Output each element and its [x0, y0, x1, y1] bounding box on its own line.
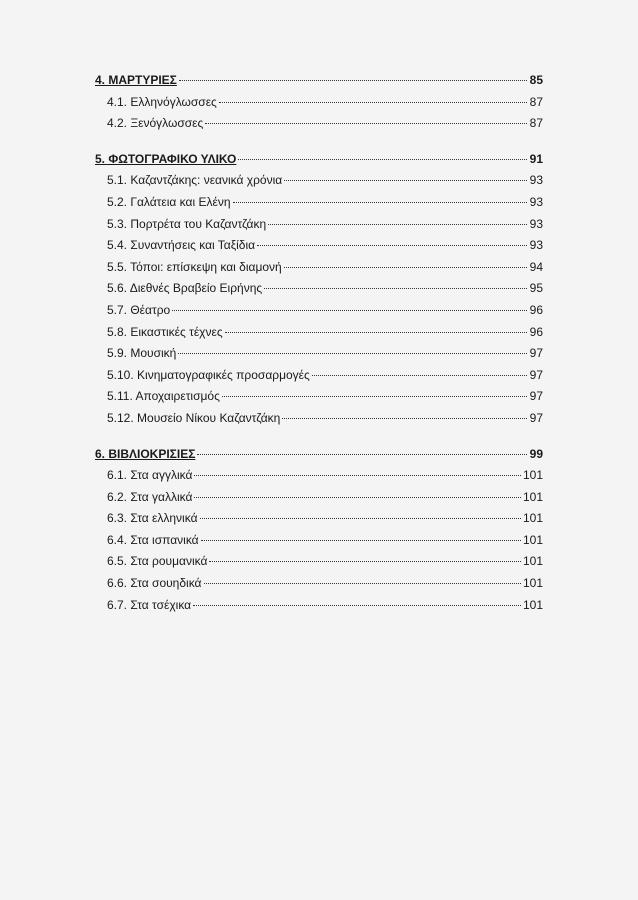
toc-entry[interactable]	[95, 235, 543, 257]
toc-page-number: 101	[522, 532, 543, 547]
toc-heading[interactable]	[95, 149, 543, 171]
dot-leader	[194, 475, 521, 476]
toc-page-number: 93	[529, 194, 543, 209]
toc-page-number: 87	[529, 94, 543, 109]
toc-entry[interactable]	[95, 214, 543, 236]
dot-leader	[282, 418, 527, 419]
toc-heading[interactable]	[95, 70, 543, 92]
toc-page-number: 101	[522, 597, 543, 612]
dot-leader	[172, 310, 527, 311]
toc-entry-title: 4.1. Ελληνόγλωσσες	[107, 94, 217, 109]
toc-entry-title: 4.2. Ξενόγλωσσες	[107, 116, 204, 131]
toc-heading-title: 6. ΒΙΒΛΙΟΚΡΙΣΙΕΣ	[95, 446, 196, 461]
toc-page-number: 101	[522, 468, 543, 483]
dot-leader	[238, 159, 527, 160]
dot-leader	[219, 102, 527, 103]
dot-leader	[222, 396, 527, 397]
toc-entry-title: 6.1. Στα αγγλικά	[107, 468, 193, 483]
table-of-contents	[95, 70, 543, 630]
toc-section-6	[95, 444, 543, 617]
toc-entry[interactable]	[95, 192, 543, 214]
toc-page-number: 95	[529, 281, 543, 296]
toc-page-number: 97	[529, 389, 543, 404]
toc-entry-title: 6.2. Στα γαλλικά	[107, 489, 193, 504]
dot-leader	[284, 180, 527, 181]
toc-section-4	[95, 70, 543, 135]
toc-page-number: 87	[529, 116, 543, 131]
toc-entry-title: 5.9. Μουσική	[107, 346, 177, 361]
toc-entry-title: 5.7. Θέατρο	[107, 302, 171, 317]
toc-page-number: 99	[529, 446, 543, 461]
toc-page-number: 85	[529, 73, 543, 87]
toc-entry-title: 6.7. Στα τσέχικα	[107, 597, 192, 612]
toc-entry[interactable]	[95, 278, 543, 300]
toc-heading[interactable]	[95, 444, 543, 466]
dot-leader	[312, 375, 527, 376]
toc-entry-title: 6.5. Στα ρουμανικά	[107, 554, 208, 569]
toc-entry[interactable]	[95, 257, 543, 279]
toc-entry-title: 5.5. Τόποι: επίσκεψη και διαμονή	[107, 259, 282, 274]
toc-entry-title: 5.2. Γαλάτεια και Ελένη	[107, 194, 231, 209]
dot-leader	[200, 518, 521, 519]
toc-entry-title: 5.4. Συναντήσεις και Ταξίδια	[107, 238, 256, 253]
dot-leader	[194, 497, 521, 498]
toc-entry[interactable]	[95, 408, 543, 430]
toc-page-number: 101	[522, 554, 543, 569]
dot-leader	[178, 353, 527, 354]
toc-entry[interactable]	[95, 487, 543, 509]
toc-page-number: 97	[529, 410, 543, 425]
toc-entry[interactable]	[95, 113, 543, 135]
toc-heading-title: 5. ΦΩΤΟΓΡΑΦΙΚΟ ΥΛΙΚΟ	[95, 151, 237, 166]
toc-section-5	[95, 149, 543, 430]
toc-entry[interactable]	[95, 573, 543, 595]
toc-page-number: 91	[529, 151, 543, 166]
toc-entry[interactable]	[95, 530, 543, 552]
dot-leader	[205, 123, 527, 124]
dot-leader	[201, 540, 521, 541]
toc-page-number: 101	[522, 576, 543, 591]
toc-page-number: 93	[529, 216, 543, 231]
toc-entry-title: 5.1. Καζαντζάκης: νεανικά χρόνια	[107, 173, 283, 188]
dot-leader	[209, 561, 521, 562]
toc-entry-title: 5.11. Αποχαιρετισμός	[107, 389, 220, 404]
toc-entry[interactable]	[95, 322, 543, 344]
dot-leader	[179, 80, 527, 81]
toc-entry[interactable]	[95, 365, 543, 387]
toc-page-number: 101	[522, 511, 543, 526]
dot-leader	[268, 224, 527, 225]
toc-entry-title: 5.6. Διεθνές Βραβείο Ειρήνης	[107, 281, 263, 296]
dot-leader	[193, 605, 521, 606]
dot-leader	[204, 583, 521, 584]
toc-entry-title: 5.8. Εικαστικές τέχνες	[107, 324, 223, 339]
dot-leader	[264, 288, 527, 289]
toc-entry[interactable]	[95, 595, 543, 617]
toc-entry-title: 5.12. Μουσείο Νίκου Καζαντζάκη	[107, 410, 281, 425]
toc-entry[interactable]	[95, 300, 543, 322]
dot-leader	[284, 267, 527, 268]
toc-entry[interactable]	[95, 92, 543, 114]
dot-leader	[197, 454, 527, 455]
toc-heading-title: 4. ΜΑΡΤΥΡΙΕΣ	[95, 73, 177, 87]
toc-page-number: 97	[529, 346, 543, 361]
toc-page-number: 101	[522, 489, 543, 504]
toc-entry-title: 6.3. Στα ελληνικά	[107, 511, 198, 526]
toc-entry[interactable]	[95, 343, 543, 365]
toc-page-number: 94	[529, 259, 543, 274]
toc-page-number: 96	[529, 302, 543, 317]
toc-entry[interactable]	[95, 386, 543, 408]
toc-entry-title: 6.6. Στα σουηδικά	[107, 576, 202, 591]
toc-page-number: 97	[529, 367, 543, 382]
toc-page-number: 96	[529, 324, 543, 339]
toc-entry[interactable]	[95, 551, 543, 573]
toc-page-number: 93	[529, 238, 543, 253]
toc-page-number: 93	[529, 173, 543, 188]
toc-entry-title: 6.4. Στα ισπανικά	[107, 532, 199, 547]
toc-entry[interactable]	[95, 170, 543, 192]
dot-leader	[225, 332, 527, 333]
toc-entry[interactable]	[95, 465, 543, 487]
dot-leader	[233, 202, 528, 203]
dot-leader	[257, 245, 527, 246]
toc-entry[interactable]	[95, 508, 543, 530]
toc-entry-title: 5.10. Κινηματογραφικές προσαρμογές	[107, 367, 310, 382]
toc-entry-title: 5.3. Πορτρέτα του Καζαντζάκη	[107, 216, 267, 231]
